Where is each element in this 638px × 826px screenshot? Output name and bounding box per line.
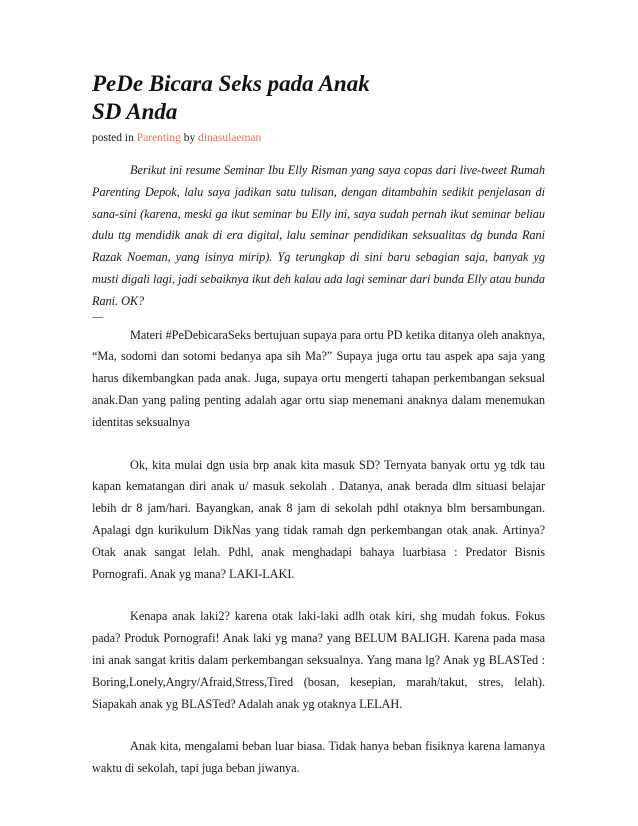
document-page xyxy=(92,70,545,780)
paragraph-4: Anak kita, mengalami beban luar biasa. Tidak hanya beban fisiknya karena lamanya waktu di sekolah, tapi juga beban jiwanya. xyxy=(92,739,545,776)
post-meta xyxy=(92,130,545,146)
paragraph-3: Kenapa anak laki2? karena otak laki-laki adlh otak kiri, shg mudah fokus. Fokus pada? Produk Pornografi! Anak laki yg mana? yang BELUM BALIGH. Karena pada masa ini anak sangat kritis dalam perkembangan seksualnya. Yang mana lg? Anak yg BLASTed : Boring,Lonely,Angry/Afraid,Stress,Tired (bosan, kesepian, marah/takut, stres, lelah). Siapakah anak yg BLASTed? Adalah anak yg otaknya LELAH. xyxy=(92,609,545,711)
author-link[interactable]: dinasulaeman xyxy=(198,132,262,144)
article-title xyxy=(92,70,545,126)
category-link[interactable]: Parenting xyxy=(136,132,181,144)
article-title-line-2: SD Anda xyxy=(92,99,178,124)
paragraph-gap xyxy=(92,585,545,606)
article-title-line-1: PeDe Bicara Seks pada Anak xyxy=(92,71,370,96)
paragraph-2: Ok, kita mulai dgn usia brp anak kita masuk SD? Ternyata banyak ortu yg tdk tau kapan kematangan diri anak u/ masuk sekolah . Datanya, anak berada dlm situasi belajar lebih dr 8 jam/hari. Bayangkan, anak 8 jam di sekolah pdhl otaknya blm bersambungan. Apalagi dgn kurikulum DikNas yang tidak ramah dgn perkembangan otak anak. Artinya? Otak anak sangat lelah. Pdhl, anak menghadapi bahaya luarbiasa : Predator Bisnis Pornografi. Anak yg mana? LAKI-LAKI. xyxy=(92,457,545,581)
paragraph-gap xyxy=(92,434,545,455)
by-label: by xyxy=(183,132,196,144)
paragraph-1: Materi #PeDebicaraSeks bertujuan supaya para ortu PD ketika ditanya oleh anaknya, “Ma, sodomi dan sotomi bedanya apa sih Ma?” Supaya juga ortu tau aspek apa saja yang harus dikembangkan pada anak. Juga, supaya ortu mengerti tahapan perkembangan seksual anak.Dan yang paling penting adalah agar ortu siap menemani anaknya dalam menemukan identitas seksualnya xyxy=(92,327,545,429)
posted-in-label: posted in xyxy=(92,132,134,144)
separator-dash: — xyxy=(92,310,103,323)
paragraph-gap xyxy=(92,715,545,736)
intro-paragraph: Berikut ini resume Seminar Ibu Elly Risman yang saya copas dari live-tweet Rumah Parenting Depok, lalu saya jadikan satu tulisan, dengan ditambahin sedikit penjelasan di sana-sini (karena, meski ga ikut seminar bu Elly ini, saya sudah pernah ikut seminar beliau dulu ttg mendidik anak di era digital, lalu seminar pendidikan seksualitas dg bunda Rani Razak Noeman, yang isinya mirip). Yg terungkap di sini baru sebagian saja, banyak yg musti digali lagi, jadi sebaiknya ikut deh kalau ada lagi seminar dari bunda Elly atau bunda Rani. OK? xyxy=(92,163,545,308)
